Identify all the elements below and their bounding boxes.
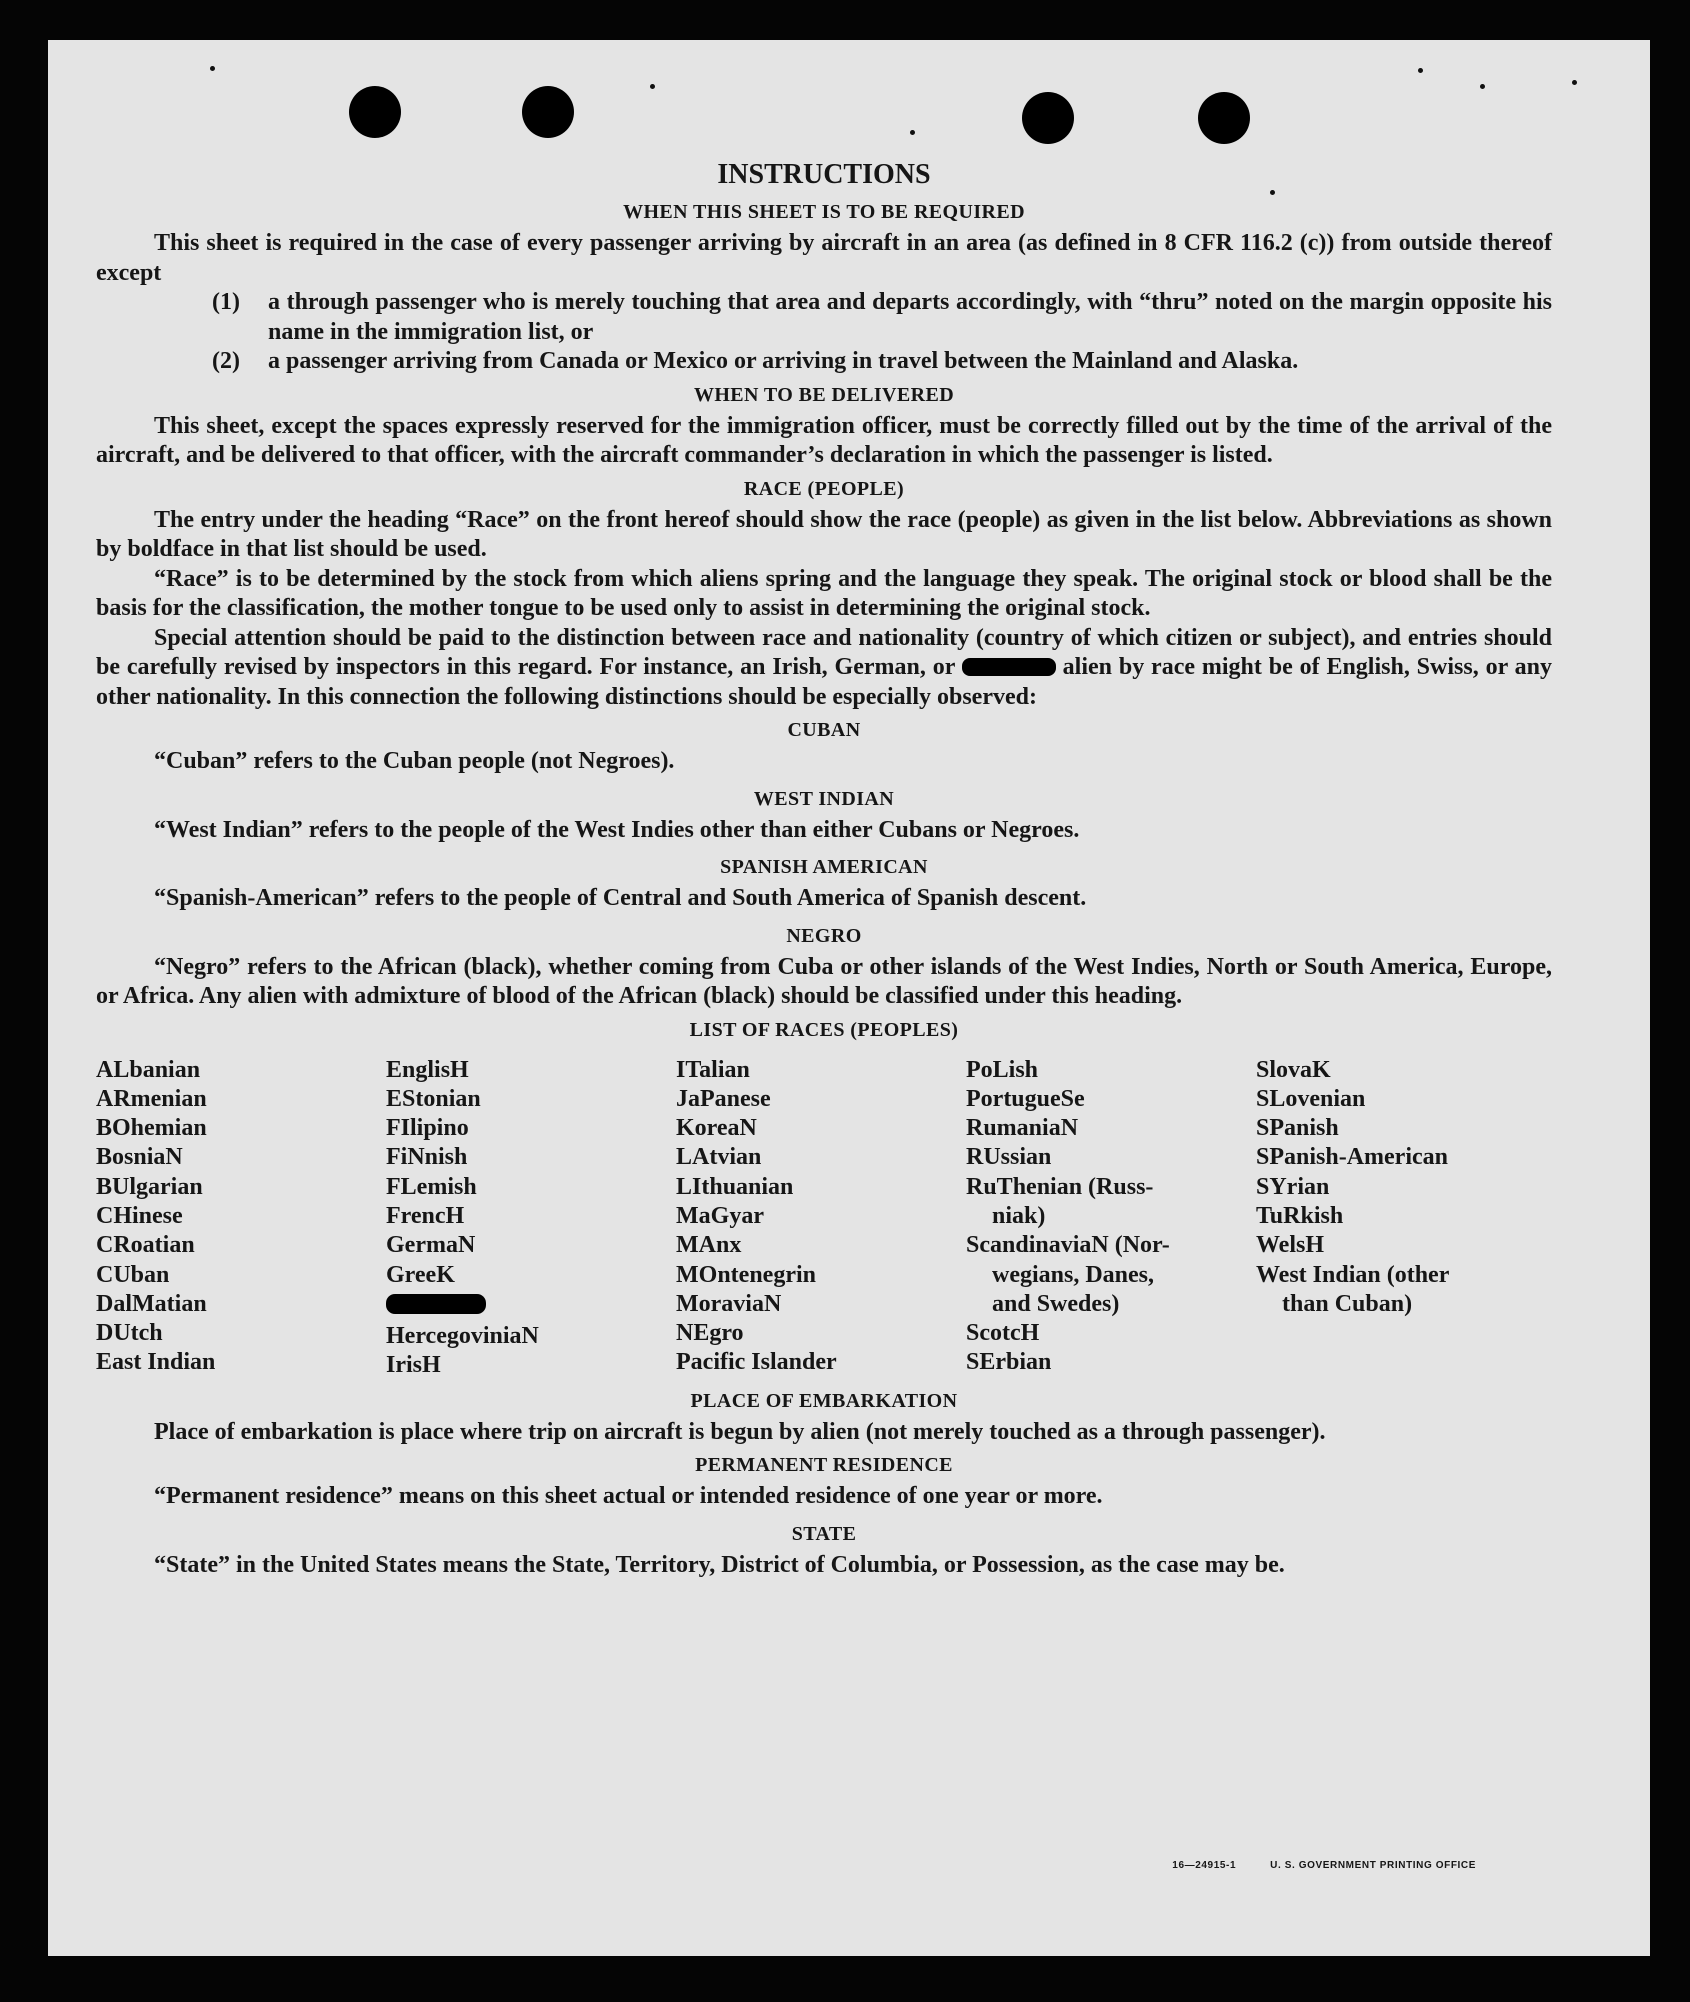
race-entry: CHinese <box>96 1202 183 1229</box>
punch-hole <box>1022 92 1074 144</box>
races-column-4-d <box>966 1261 1256 1320</box>
embarkation-definition: Place of embarkation is place where trip on aircraft is begun by alien (not merely touched as a through passenger). <box>154 1418 1326 1445</box>
race-paragraph-3-start: Special attention should be paid to the distinction between race and nationality (country of which citizen or subject), and entries should be carefully revised by inspectors in this regard. For instance, an Irish, German, or <box>96 624 1552 680</box>
printer-imprint <box>1138 1860 1476 1871</box>
race-entry: BOhemian <box>96 1115 207 1142</box>
race-entry: ScandinaviaN (Nor- <box>966 1232 1170 1259</box>
section-heading-races-list: LIST OF RACES (PEOPLES) <box>689 1018 959 1041</box>
race-entry: SYrian <box>1256 1173 1330 1200</box>
section-heading-negro: NEGRO <box>786 924 862 947</box>
west-indian-definition: “West Indian” refers to the people of the West Indies other than either Cubans or Negroes. <box>154 816 1080 843</box>
speck <box>1480 84 1485 89</box>
race-entry: ARmenian <box>96 1085 207 1112</box>
races-column-2-bottom <box>386 1322 676 1381</box>
redaction-mark <box>386 1294 486 1314</box>
speck <box>1572 80 1577 85</box>
race-entry: MAnx <box>676 1232 742 1259</box>
races-column-1 <box>96 1056 386 1381</box>
race-entry: than Cuban) <box>1282 1290 1413 1317</box>
race-entry: wegians, Danes, <box>992 1261 1155 1288</box>
form-number: 16—24915-1 <box>1172 1860 1237 1871</box>
section-heading-west-indian: WEST INDIAN <box>753 787 895 810</box>
races-column-5-b <box>1256 1290 1546 1319</box>
race-entry: LAtvian <box>676 1144 762 1171</box>
redacted-entry <box>386 1290 676 1322</box>
race-entry: SPanish <box>1256 1115 1339 1142</box>
race-entry: HercegoviniaN <box>386 1323 539 1350</box>
races-column-5-a <box>1256 1056 1546 1290</box>
race-entry: BosniaN <box>96 1144 183 1171</box>
residence-definition: “Permanent residence” means on this sheet actual or intended residence of one year or more. <box>154 1483 1103 1510</box>
race-entry: and Swedes) <box>992 1290 1120 1317</box>
race-entry: FIlipino <box>386 1115 469 1142</box>
race-entry: SlovaK <box>1256 1056 1331 1083</box>
race-paragraph-3-end: alien by race might be of English, Swiss, or any other nationality. In this connection the following distinctions should be especially observed: <box>96 654 1552 710</box>
delivered-paragraph: This sheet, except the spaces expressly reserved for the immigration officer, must be correctly filled out by the time of the arrival of the aircraft, and be delivered to that officer, with the aircraft commander’s declaration in which the passenger is listed. <box>96 412 1552 468</box>
punch-hole <box>1198 92 1250 144</box>
race-entry: West Indian (other <box>1256 1261 1450 1288</box>
section-heading-residence: PERMANENT RESIDENCE <box>695 1454 953 1477</box>
cuban-definition: “Cuban” refers to the Cuban people (not Negroes). <box>154 748 675 774</box>
race-entry: NEgro <box>676 1320 744 1347</box>
race-entry: FLemish <box>386 1173 477 1200</box>
races-column-5 <box>1256 1056 1546 1381</box>
speck <box>1418 68 1423 73</box>
item-text: a through passenger who is merely touching that area and departs accordingly, with “thru” noted on the margin opposite his name in the immigration list, or <box>268 289 1552 345</box>
race-entry: ITalian <box>676 1056 750 1083</box>
races-list <box>96 1056 1552 1381</box>
race-entry: Pacific Islander <box>676 1349 837 1376</box>
race-entry: niak) <box>992 1202 1046 1229</box>
item-text: a passenger arriving from Canada or Mexico or arriving in travel between the Mainland and Alaska. <box>268 348 1299 374</box>
race-paragraph-2: “Race” is to be determined by the stock from which aliens spring and the language they speak. The original stock or blood shall be the basis for the classification, the mother tongue to be used only to assist in determining the original stock. <box>96 565 1552 621</box>
race-entry: East Indian <box>96 1349 216 1376</box>
race-entry: CUban <box>96 1261 170 1288</box>
race-entry: EStonian <box>386 1085 481 1112</box>
race-entry: LIthuanian <box>676 1173 794 1200</box>
race-entry: GreeK <box>386 1261 455 1288</box>
race-entry: PoLish <box>966 1056 1039 1083</box>
section-heading-delivered: WHEN TO BE DELIVERED <box>693 383 955 406</box>
state-definition: “State” in the United States means the State, Territory, District of Columbia, or Possession, as the case may be. <box>154 1551 1285 1578</box>
races-column-2-top <box>386 1056 676 1290</box>
race-entry: IrisH <box>386 1352 441 1379</box>
race-entry: RuThenian (Russ- <box>966 1173 1154 1200</box>
race-entry: GermaN <box>386 1232 476 1259</box>
speck <box>910 130 915 135</box>
race-entry: CRoatian <box>96 1232 195 1259</box>
speck <box>650 84 655 89</box>
page-title: INSTRUCTIONS <box>717 159 931 190</box>
races-column-4-a <box>966 1056 1256 1202</box>
race-entry: MOntenegrin <box>676 1261 816 1288</box>
race-entry: WelsH <box>1256 1232 1325 1259</box>
item-number: (2) <box>212 348 240 374</box>
race-entry: FiNnish <box>386 1144 468 1171</box>
race-entry: MoraviaN <box>676 1290 782 1317</box>
race-entry: MaGyar <box>676 1202 764 1229</box>
race-entry: JaPanese <box>676 1085 771 1112</box>
section-heading-embarkation: PLACE OF EMBARKATION <box>690 1389 958 1412</box>
race-entry: KoreaN <box>676 1115 757 1142</box>
race-entry: DUtch <box>96 1320 163 1347</box>
races-column-4-e <box>966 1319 1256 1378</box>
race-entry: RUssian <box>966 1144 1052 1171</box>
punch-hole <box>349 86 401 138</box>
race-entry: EnglisH <box>386 1056 469 1083</box>
race-entry: ScotcH <box>966 1320 1040 1347</box>
race-paragraph-3 <box>96 624 1552 713</box>
section-heading-state: STATE <box>791 1522 857 1545</box>
redaction-mark <box>962 658 1056 676</box>
required-item <box>212 347 1552 377</box>
required-item <box>212 288 1552 347</box>
race-entry: BUlgarian <box>96 1173 203 1200</box>
race-entry: RumaniaN <box>966 1115 1079 1142</box>
item-number: (1) <box>212 289 240 315</box>
negro-definition: “Negro” refers to the African (black), whether coming from Cuba or other islands of the West Indies, North or South America, Europe, or Africa. Any alien with admixture of blood of the African (black) should be classified under this heading. <box>96 953 1552 1009</box>
section-heading-cuban: CUBAN <box>787 719 861 741</box>
race-entry: SLovenian <box>1256 1085 1366 1112</box>
required-paragraph: This sheet is required in the case of every passenger arriving by aircraft in an area (as defined in 8 CFR 116.2 (c)) from outside thereof except <box>96 230 1552 286</box>
race-entry: SErbian <box>966 1349 1052 1376</box>
races-column-4-c <box>966 1231 1256 1260</box>
section-heading-required: WHEN THIS SHEET IS TO BE REQUIRED <box>623 201 1025 223</box>
section-heading-spanish-american: SPANISH AMERICAN <box>720 856 928 878</box>
race-paragraph-1: The entry under the heading “Race” on the front hereof should show the race (people) as given in the list below. Abbreviations as shown by boldface in that list should be used. <box>96 506 1552 562</box>
race-entry: SPanish-American <box>1256 1144 1448 1171</box>
spanish-american-definition: “Spanish-American” refers to the people of Central and South America of Spanish descent. <box>154 885 1087 911</box>
section-heading-race: RACE (PEOPLE) <box>743 477 905 500</box>
races-column-2 <box>386 1056 676 1381</box>
races-column-4 <box>966 1056 1256 1381</box>
race-entry: TuRkish <box>1256 1202 1344 1229</box>
punch-hole <box>522 86 574 138</box>
races-column-3 <box>676 1056 966 1381</box>
race-entry: PortugueSe <box>966 1085 1085 1112</box>
document-page <box>48 40 1650 1956</box>
race-entry: DalMatian <box>96 1290 207 1317</box>
speck <box>210 66 215 71</box>
race-entry: ALbanian <box>96 1056 201 1083</box>
races-column-4-b <box>966 1202 1256 1231</box>
instructions-content <box>96 158 1552 1580</box>
printer-name: U. S. GOVERNMENT PRINTING OFFICE <box>1270 1860 1476 1871</box>
race-entry: FrencH <box>386 1202 465 1229</box>
